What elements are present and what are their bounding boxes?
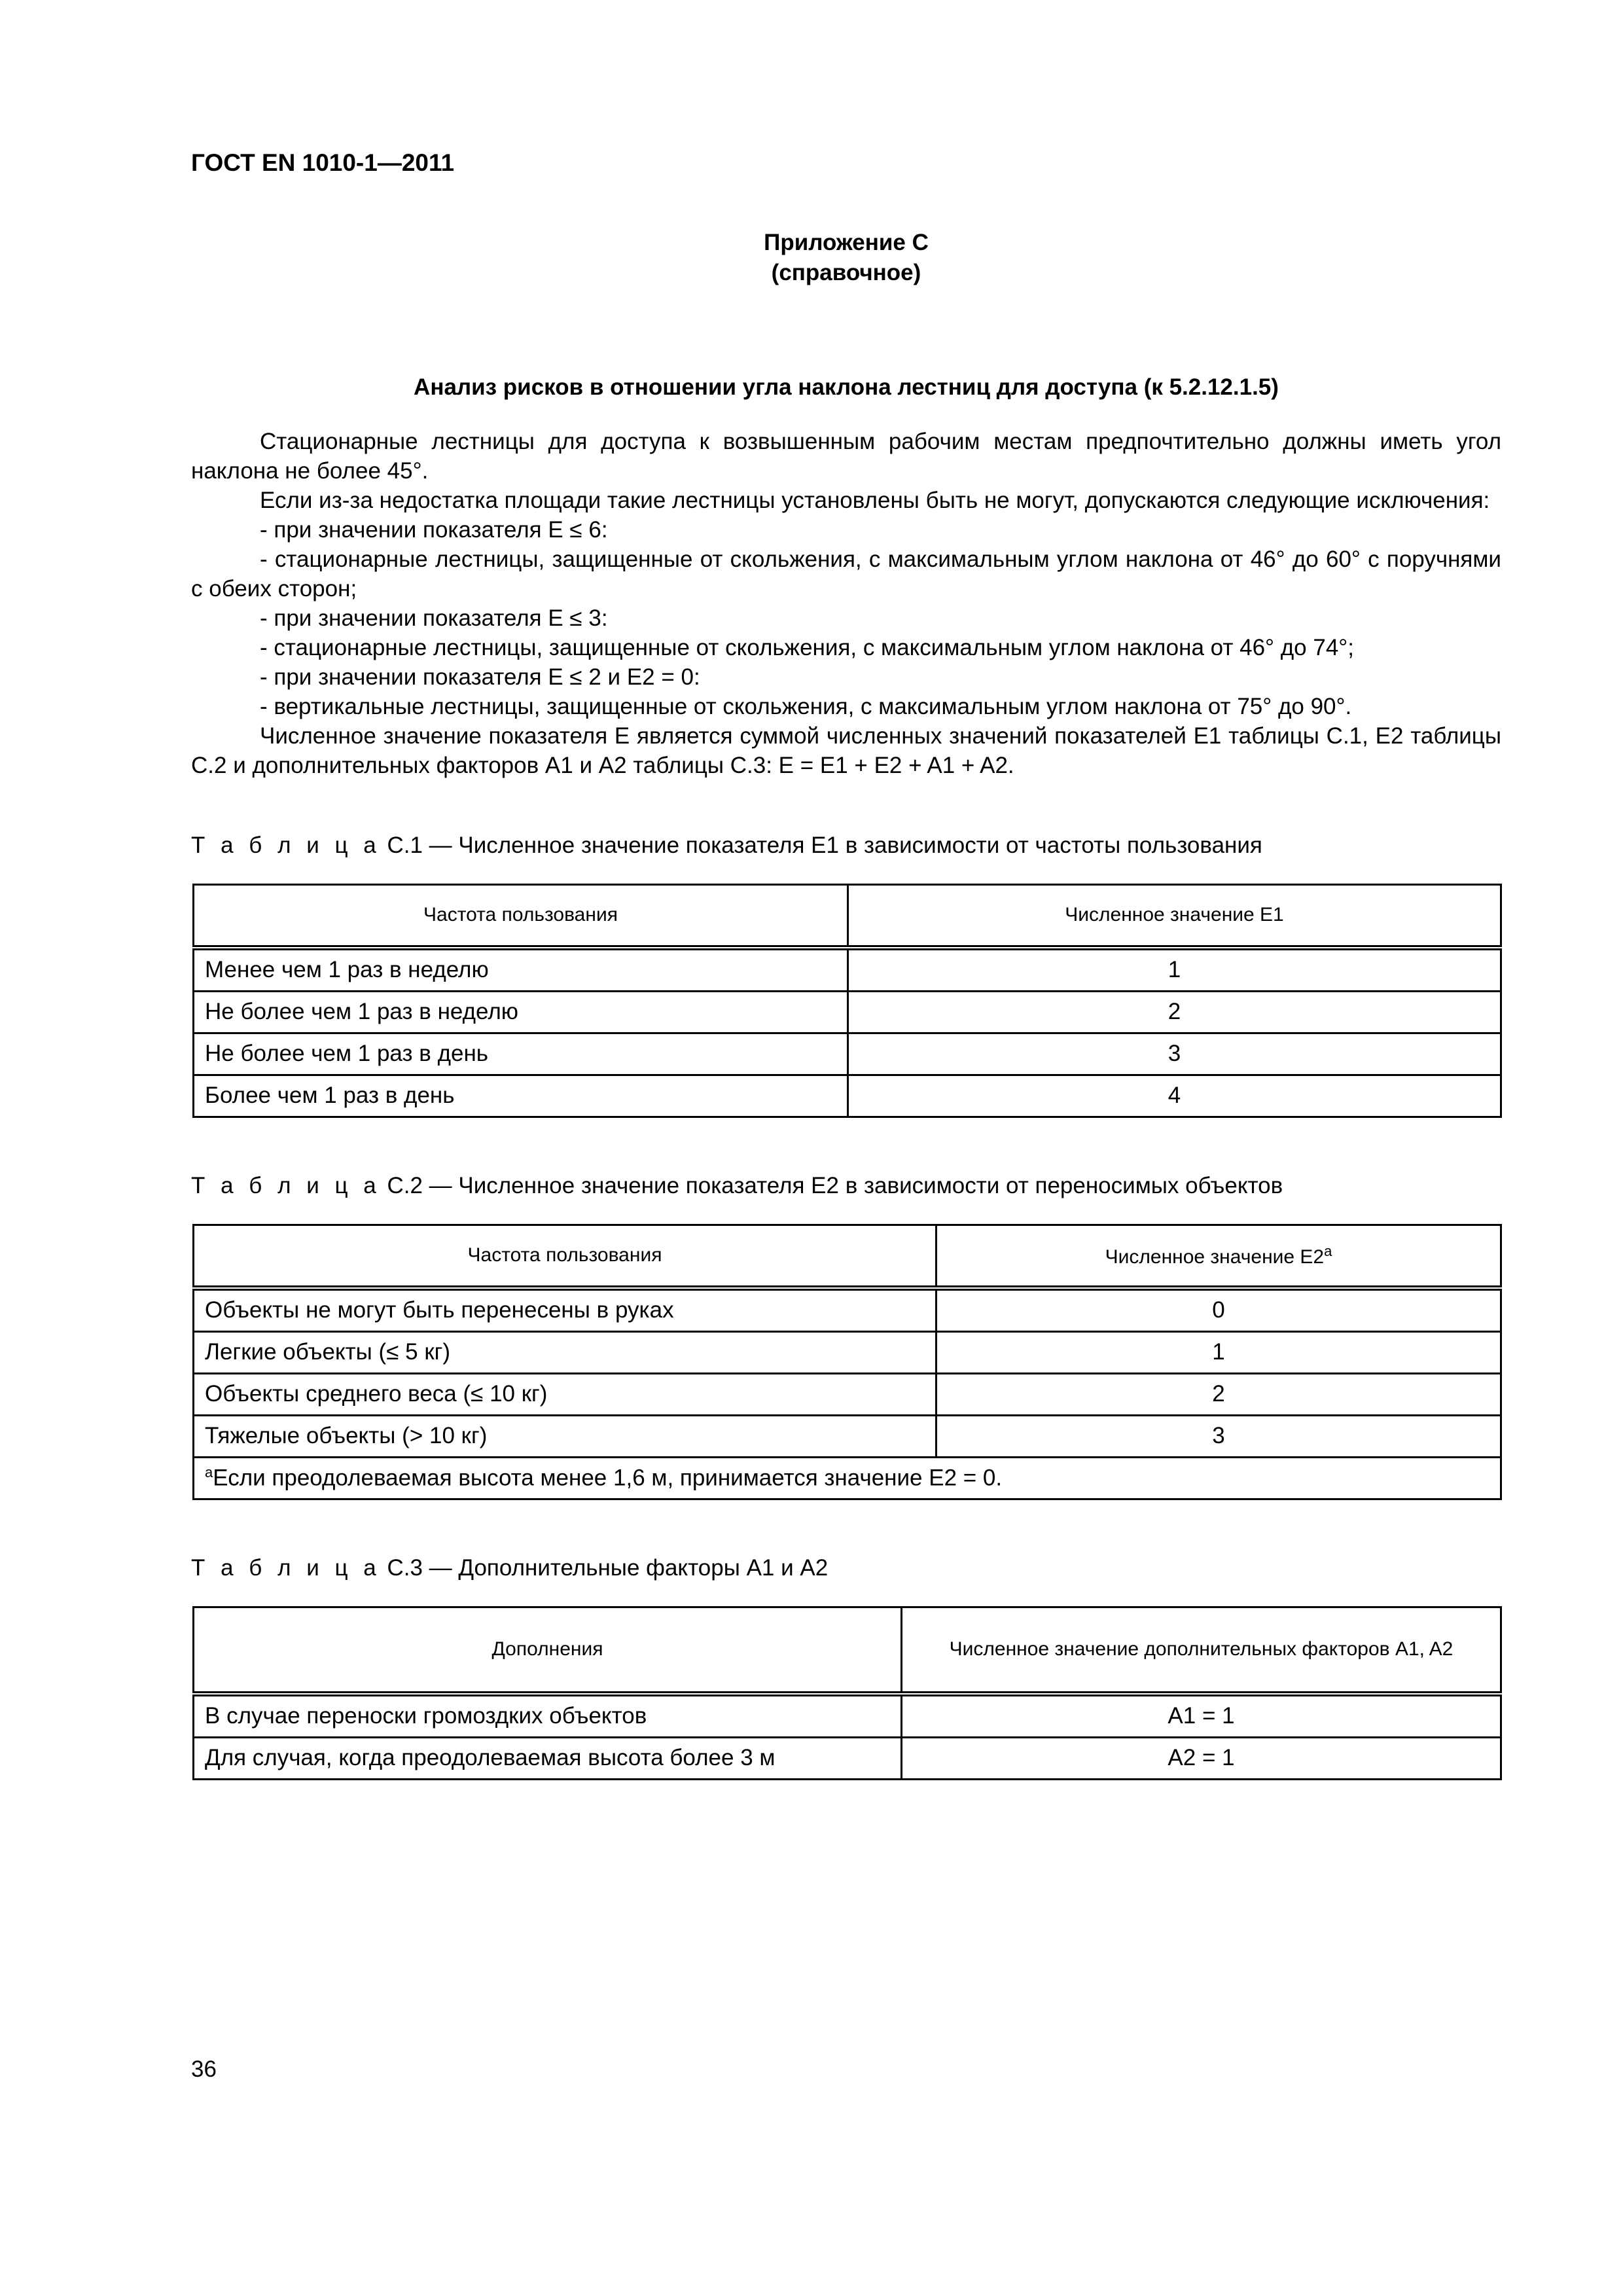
table-c2 bbox=[192, 1224, 1502, 1500]
table-footnote-row bbox=[194, 1457, 1501, 1499]
table-cell: 2 bbox=[936, 1373, 1501, 1415]
table-cell: 1 bbox=[936, 1331, 1501, 1373]
table-cell: Не более чем 1 раз в неделю bbox=[194, 991, 848, 1033]
annex-status: (справочное) bbox=[771, 260, 921, 285]
table-row bbox=[194, 1737, 1501, 1779]
table-header-row bbox=[194, 885, 1501, 948]
table-cell: Не более чем 1 раз в день bbox=[194, 1033, 848, 1075]
list-item: - вертикальные лестницы, защищенные от скольжения, с максимальным углом наклона от 75° до 90°. bbox=[260, 694, 1352, 719]
column-header: Дополнения bbox=[194, 1607, 902, 1694]
paragraph: Численное значение показателя E является суммой численных значений показателей E1 таблицы C.1, E2 таблицы C.2 и дополнительных факторов A1 и A2 таблицы C.3: E = E1 + E2 + A1 + A2. bbox=[191, 723, 1501, 778]
header-text: Численное значение E2 bbox=[1105, 1246, 1325, 1268]
table-footnote bbox=[194, 1457, 1501, 1499]
list-item: - при значении показателя E ≤ 2 и E2 = 0: bbox=[260, 664, 700, 690]
table-cell: 3 bbox=[848, 1033, 1501, 1075]
table-caption-c3 bbox=[191, 1555, 828, 1581]
annex-label: Приложение C bbox=[764, 230, 929, 255]
table-row bbox=[194, 948, 1501, 992]
list-item: - стационарные лестницы, защищенные от скольжения, с максимальным углом наклона от 46° до 60° с поручнями с обеих сторон; bbox=[191, 547, 1501, 601]
caption-prefix: Т а б л и ц а bbox=[191, 833, 381, 858]
annex-title: Анализ рисков в отношении угла наклона лестниц для доступа (к 5.2.12.1.5) bbox=[414, 374, 1279, 400]
table-caption-c2 bbox=[191, 1173, 1283, 1199]
column-header: Частота пользования bbox=[194, 1225, 936, 1288]
document-code: ГОСТ EN 1010-1—2011 bbox=[191, 149, 455, 176]
page-number: 36 bbox=[191, 2056, 217, 2082]
table-header-row bbox=[194, 1225, 1501, 1288]
table-caption-c1 bbox=[191, 833, 1262, 859]
table-cell: В случае переноски громоздких объектов bbox=[194, 1694, 902, 1738]
table-cell: Более чем 1 раз в день bbox=[194, 1075, 848, 1117]
table-row bbox=[194, 991, 1501, 1033]
column-header: Численное значение дополнительных факторов A1, A2 bbox=[902, 1607, 1501, 1694]
caption-prefix: Т а б л и ц а bbox=[191, 1173, 381, 1198]
table-header-row bbox=[194, 1607, 1501, 1694]
caption-text: C.1 — Численное значение показателя E1 в зависимости от частоты пользования bbox=[387, 833, 1262, 858]
body-text bbox=[191, 427, 1501, 780]
table-row bbox=[194, 1694, 1501, 1738]
list-item: - при значении показателя E ≤ 3: bbox=[260, 605, 608, 631]
table-cell: Для случая, когда преодолеваемая высота более 3 м bbox=[194, 1737, 902, 1779]
table-cell: Менее чем 1 раз в неделю bbox=[194, 948, 848, 992]
table-cell: Объекты не могут быть перенесены в руках bbox=[194, 1288, 936, 1332]
footnote-text: Если преодолеваемая высота менее 1,6 м, принимается значение E2 = 0. bbox=[213, 1465, 1003, 1491]
table-cell: Тяжелые объекты (> 10 кг) bbox=[194, 1415, 936, 1457]
column-header: Частота пользования bbox=[194, 885, 848, 948]
table-row bbox=[194, 1331, 1501, 1373]
table-row bbox=[194, 1033, 1501, 1075]
table-c1 bbox=[192, 884, 1502, 1118]
paragraph: Если из-за недостатка площади такие лестницы установлены быть не могут, допускаются следующие исключения: bbox=[260, 488, 1490, 513]
table-cell: 4 bbox=[848, 1075, 1501, 1117]
table-row bbox=[194, 1075, 1501, 1117]
caption-prefix: Т а б л и ц а bbox=[191, 1555, 381, 1581]
table-row bbox=[194, 1288, 1501, 1332]
annex-heading bbox=[191, 228, 1501, 288]
table-cell: Легкие объекты (≤ 5 кг) bbox=[194, 1331, 936, 1373]
table-cell: 3 bbox=[936, 1415, 1501, 1457]
footnote-mark: a bbox=[205, 1464, 213, 1481]
paragraph: Стационарные лестницы для доступа к возвышенным рабочим местам предпочтительно должны иметь угол наклона не более 45°. bbox=[191, 429, 1501, 484]
list-item: - при значении показателя E ≤ 6: bbox=[260, 517, 608, 543]
caption-text: C.2 — Численное значение показателя E2 в зависимости от переносимых объектов bbox=[387, 1173, 1283, 1198]
table-cell: A1 = 1 bbox=[902, 1694, 1501, 1738]
table-cell: 0 bbox=[936, 1288, 1501, 1332]
list-item: - стационарные лестницы, защищенные от скольжения, с максимальным углом наклона от 46° до 74°; bbox=[260, 635, 1355, 660]
table-c3 bbox=[192, 1606, 1502, 1780]
table-row bbox=[194, 1373, 1501, 1415]
table-row bbox=[194, 1415, 1501, 1457]
table-cell: 2 bbox=[848, 991, 1501, 1033]
caption-text: C.3 — Дополнительные факторы A1 и A2 bbox=[380, 1555, 829, 1581]
footnote-mark: a bbox=[1324, 1242, 1332, 1259]
table-cell: Объекты среднего веса (≤ 10 кг) bbox=[194, 1373, 936, 1415]
table-cell: 1 bbox=[848, 948, 1501, 992]
table-cell: A2 = 1 bbox=[902, 1737, 1501, 1779]
column-header: Численное значение E1 bbox=[848, 885, 1501, 948]
column-header bbox=[936, 1225, 1501, 1288]
